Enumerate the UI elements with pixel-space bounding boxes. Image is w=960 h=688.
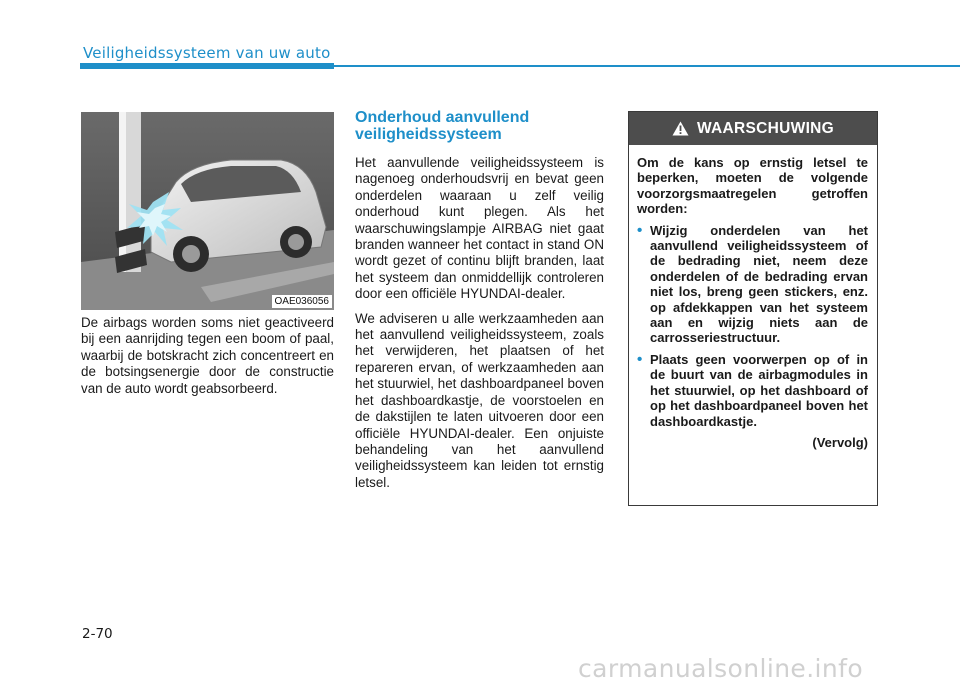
crash-illustration (81, 112, 334, 310)
body-paragraph: Het aanvullende veiligheidssysteem is nagenoeg onderhoudsvrij en bevat geen onderdelen waaraan u zelf veilig onderhoud kunt plegen. Als het waarschuwingslampje AIRBAG niet gaat branden wanneer het contact in stand ON wordt gezet of continu blijft branden, laat het systeem dan onmiddellijk controleren door een officiële HYUNDAI-dealer. (355, 155, 604, 302)
warning-triangle-icon (672, 121, 689, 136)
figure-code-label: OAE036056 (272, 295, 333, 308)
body-paragraph: We adviseren u alle werkzaamheden aan het aanvullend veiligheidssysteem, zoals het verwijderen, het plaatsen of het repareren ervan, of werkzaamheden aan het stuurwiel, het dashboardpaneel boven het dashboardkastje, de voorstoelen en de dakstijlen te laten uitvoeren door een officiële HYUNDAI-dealer. Een onjuiste behandeling van het aanvullend veiligheidssysteem kan leiden tot ernstig letsel. (355, 310, 604, 490)
warning-list (637, 223, 868, 429)
warning-bullet-text: Plaats geen voorwerpen op of in de buurt van de airbagmodules in het stuurwiel, op het dashboard of op het dashboardpaneel boven het dashboardkastje. (650, 351, 868, 429)
warning-box (628, 111, 878, 506)
watermark: carmanualsonline.info (578, 654, 864, 683)
bullet-icon: • (637, 221, 643, 239)
section-header-title: Veiligheidssysteem van uw auto (83, 44, 331, 62)
section-title: Onderhoud aanvullend veiligheidssysteem (355, 109, 530, 143)
warning-bullet-text: Wijzig onderdelen van het aanvullend veiligheidssysteem of de bedrading niet, neem deze onderdelen of de bedrading ervan niet los, breng geen stickers, enz. op afdekkappen van het systeem aan en wijzig niets aan de carrosseriestructuur. (650, 222, 868, 346)
figure-caption-paragraph: De airbags worden soms niet geactiveerd bij een aanrijding tegen een boom of paal, waarbij de botskracht zich concentreert en de botsingsenergie door de constructie van de auto wordt geabsorbeerd. (81, 315, 334, 396)
warning-heading: WAARSCHUWING (696, 119, 835, 137)
list-item (637, 223, 868, 346)
maintenance-section (355, 109, 604, 499)
warning-intro: Om de kans op ernstig letsel te beperken, moeten de volgende voorzorgsmaatregelen getroffen worden: (637, 155, 868, 217)
warning-header (629, 112, 877, 145)
bullet-icon: • (637, 350, 643, 368)
continued-label: (Vervolg) (812, 434, 868, 450)
warning-body (629, 145, 877, 450)
header-rule-accent (80, 63, 334, 69)
page-number: 2-70 (82, 626, 113, 642)
list-item (637, 352, 868, 429)
